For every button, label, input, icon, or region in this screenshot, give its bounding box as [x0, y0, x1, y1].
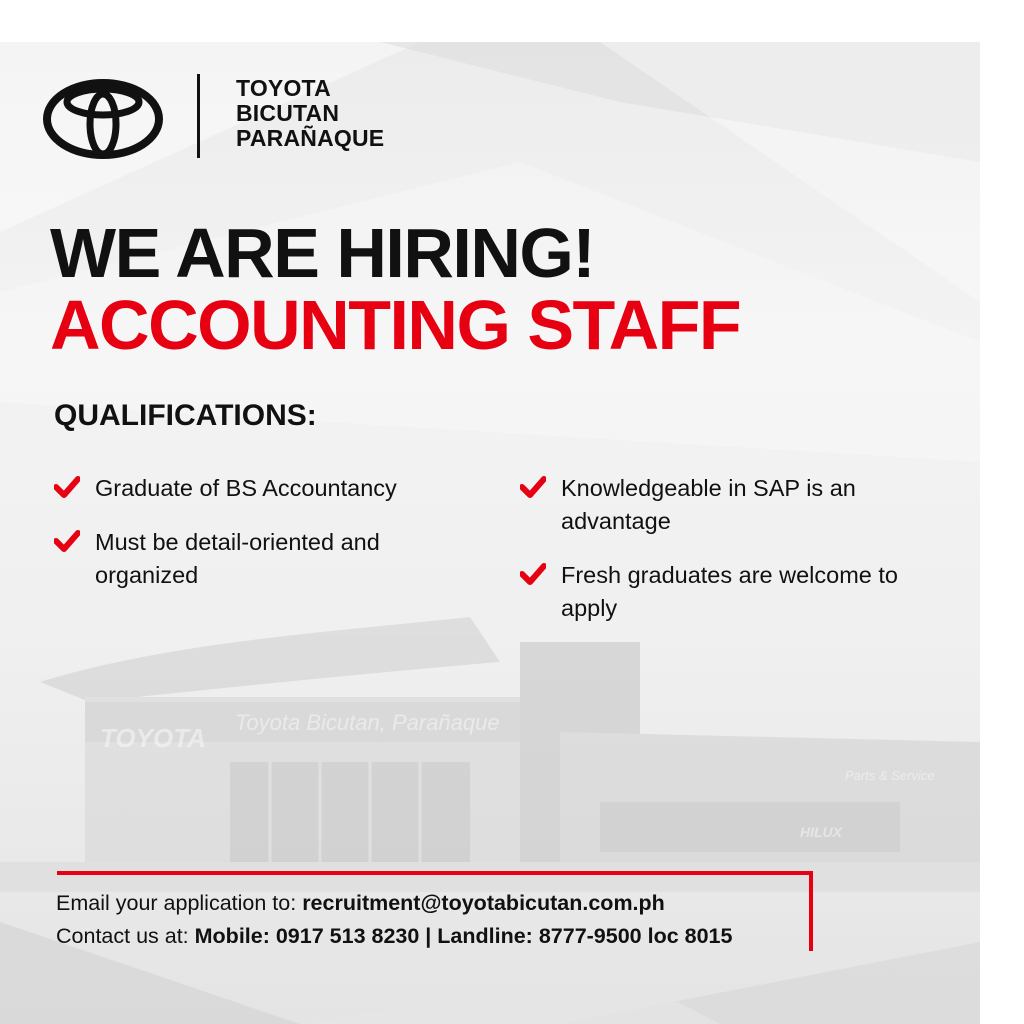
- building-sign-text: Toyota Bicutan, Parañaque: [235, 710, 500, 735]
- qualification-text: Must be detail-oriented and organized: [95, 529, 380, 588]
- parts-sign-text: Parts & Service: [845, 768, 935, 783]
- hiring-headline: WE ARE HIRING!: [50, 214, 595, 292]
- hiring-poster: [0, 42, 980, 1024]
- qualification-item: [54, 526, 474, 592]
- phone-label: Contact us at:: [56, 924, 195, 948]
- job-title: ACCOUNTING STAFF: [50, 286, 741, 364]
- dealership-building: [0, 617, 980, 892]
- dealer-name: [236, 76, 384, 151]
- qualification-text: Fresh graduates are welcome to apply: [561, 562, 898, 621]
- qualification-text: Knowledgeable in SAP is an advantage: [561, 475, 856, 534]
- email-address[interactable]: recruitment@toyotabicutan.com.ph: [302, 891, 665, 915]
- phone-numbers[interactable]: Mobile: 0917 513 8230 | Landline: 8777-9500 loc 8015: [194, 924, 733, 948]
- check-icon: [54, 530, 80, 552]
- hilux-sign-text: HILUX: [800, 824, 842, 840]
- qualification-item: [54, 472, 474, 505]
- check-icon: [520, 476, 546, 498]
- check-icon: [520, 563, 546, 585]
- building-logo-text: TOYOTA: [100, 723, 206, 753]
- contact-block: [56, 887, 732, 953]
- qualification-item: [520, 472, 940, 538]
- qualification-text: Graduate of BS Accountancy: [95, 475, 397, 501]
- qualification-item: [520, 559, 940, 625]
- email-line: [56, 887, 732, 920]
- toyota-logo-icon: [42, 78, 164, 160]
- dealer-name-line-1: TOYOTA: [236, 75, 331, 101]
- qualifications-title: QUALIFICATIONS:: [54, 399, 317, 432]
- phone-line: [56, 920, 732, 953]
- logo-divider: [197, 74, 200, 158]
- dealer-name-line-2: BICUTAN: [236, 100, 340, 126]
- dealer-name-line-3: PARAÑAQUE: [236, 125, 385, 151]
- check-icon: [54, 476, 80, 498]
- email-label: Email your application to:: [56, 891, 303, 915]
